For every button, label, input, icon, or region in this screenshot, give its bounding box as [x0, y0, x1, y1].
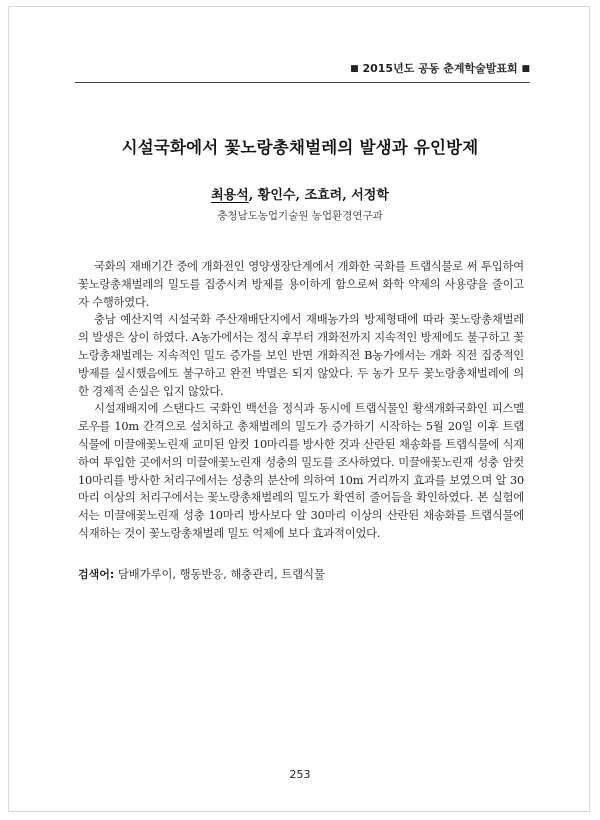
keywords	[78, 566, 524, 583]
author-list	[60, 184, 540, 203]
first-author: 최용석	[211, 188, 249, 203]
conference-name: 2015년도 공동 춘계학술발표회	[362, 62, 518, 75]
paper-title: 시설국화에서 꽃노랑총채벌레의 발생과 유인방제	[121, 138, 479, 157]
header-left-square-icon: ■	[350, 64, 359, 74]
abstract-body	[78, 258, 524, 543]
running-header	[75, 60, 530, 83]
abstract-paragraph: 시설재배지에 스탠다드 국화인 백선을 정식과 동시에 트랩식물인 황색개화국화인 피스멜로우를 10m 간격으로 설치하고 총채벌레의 밀도가 증가하기 시작하는 5월 20일 이후 트랩식물에 미끌애꽃노린재 교미된 암컷 10마리를 방사한 것과 산란된 채송화를 트랩식물에 식재하여 투입한 곳에서의 미끌애꽃노린재 성충의 밀도를 조사하였다. 미끌애꽃노린재 성충 암컷 10마리를 방사한 처리구에서는 성충의 분산에 의하여 10m 거리까지 효과를 보였으며 알 30마리 이상의 처리구에서는 꽃노랑총채벌레의 밀도가 확연히 줄어듬을 확인하였다. 본 실험에서는 미끌애꽃노린재 성충 10마리 방사보다 알 30마리 이상의 산란된 채송화를 트랩식물에 식재하는 것이 꽃노랑총채벌레 밀도 억제에 보다 효과적이었다.	[78, 402, 524, 540]
co-authors: , 황인수, 조효려, 서정학	[248, 188, 389, 203]
abstract-paragraph: 국화의 재배기간 중에 개화전인 영양생장단계에서 개화한 국화를 트랩식물로 써 투입하여 꽃노랑총채벌레의 밀도를 집중시켜 방제를 용이하게 함으로써 화학 약제의 사용량을 줄이고자 수행하였다.	[78, 260, 524, 309]
affiliation: 충청남도농업기술원 농업환경연구과	[217, 210, 383, 222]
page-number: 253	[289, 768, 311, 781]
header-right-square-icon: ■	[521, 64, 530, 74]
keywords-label: 검색어:	[78, 568, 115, 581]
keywords-terms: 담배가루이, 행동반응, 해충관리, 트랩식물	[114, 568, 325, 581]
abstract-paragraph: 충남 예산지역 시설국화 주산재배단지에서 재배농가의 방제형태에 따라 꽃노랑총채벌레의 발생은 상이 하였다. A농가에서는 정식 후부터 개화전까지 지속적인 방제에도 불구하고 꽃노랑총채벌레는 지속적인 밀도 증가를 보인 반면 개화직전 B농가에서는 개화 직전 집중적인 방제를 실시했음에도 불구하고 완전 박멸은 되지 않았다. 두 농가 모두 꽃노랑총채벌레에 의한 경제적 손실은 입지 않았다.	[78, 313, 524, 398]
